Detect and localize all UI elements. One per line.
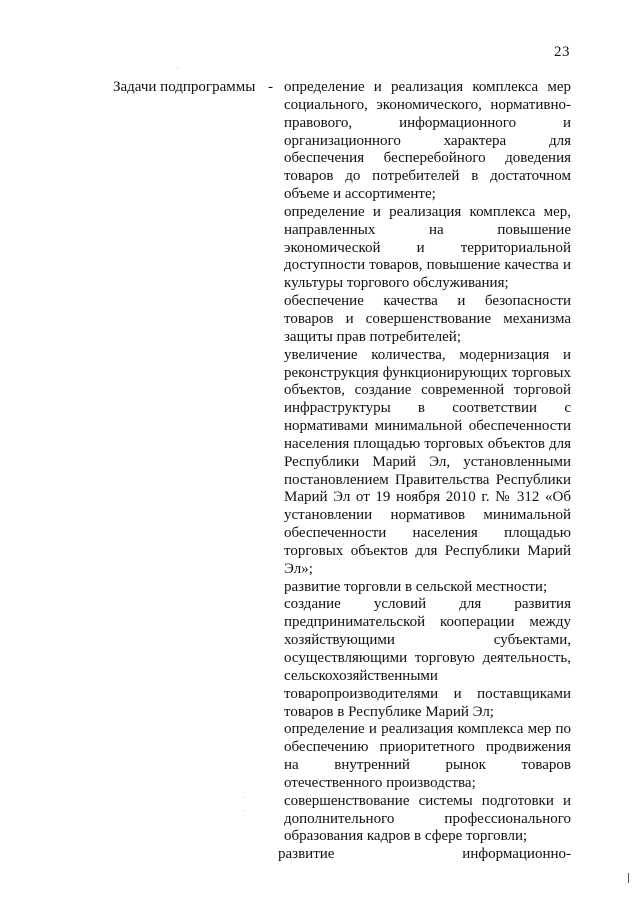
task-paragraph: развитие торговли в сельской местности;: [284, 578, 548, 595]
scan-speck: [244, 797, 245, 798]
scan-speck: [177, 67, 178, 68]
task-paragraph: определение и реализация комплекса мер по обеспечению приоритетного продвижения на внутренний рынок товаров отечественного производства;: [284, 721, 571, 791]
task-paragraph: определение и реализация комплекса мер, направленных на повышение экономической и территориальной доступности товаров, повышение качества и культуры торгового обслуживания;: [284, 203, 571, 292]
task-paragraph: обеспечение качества и безопасности товаров и совершенствование механизма защиты прав потребителей;: [284, 293, 571, 345]
row-dash: -: [268, 79, 273, 95]
row-content: [278, 79, 571, 864]
task-paragraph: увеличение количества, модернизация и реконструкция функционирующих торговых объектов, создание современной торговой инфраструктуры в соответствии с нормативами минимальной обеспеченности населения площадью торговых объектов для Республики Марий Эл, установленными постановлением Правительства Республики Марий Эл от 19 ноября 2010 г. № 312 «Об установлении нормативов минимальной обеспеченности населения площадью торговых объектов для Республики Марий Эл»;: [284, 346, 571, 577]
scan-speck: [244, 810, 245, 811]
task-paragraph: совершенствование системы подготовки и дополнительного профессионального образования кадров в сфере торговли;: [284, 792, 571, 845]
page-number: 23: [554, 44, 570, 60]
tail-word-right: информационно-: [462, 846, 571, 863]
scan-edge-mark: [628, 873, 629, 883]
tail-word-left: развитие: [278, 846, 335, 863]
row-label: Задачи подпрограммы: [113, 79, 256, 95]
task-paragraph-continued: [278, 846, 571, 864]
task-paragraph: определение и реализация комплекса мер социального, экономического, нормативно-правового, информационного и организационного характера для обеспечения бесперебойного доведения товаров до потребителей в достаточном объеме и ассортименте;: [284, 79, 571, 203]
task-paragraph: создание условий для развития предпринимательской кооперации между хозяйствующими субъектами, осуществляющими торговую деятельность, сельскохозяйственными товаропроизводителями и поставщиками товаров в Республике Марий Эл;: [284, 596, 571, 720]
